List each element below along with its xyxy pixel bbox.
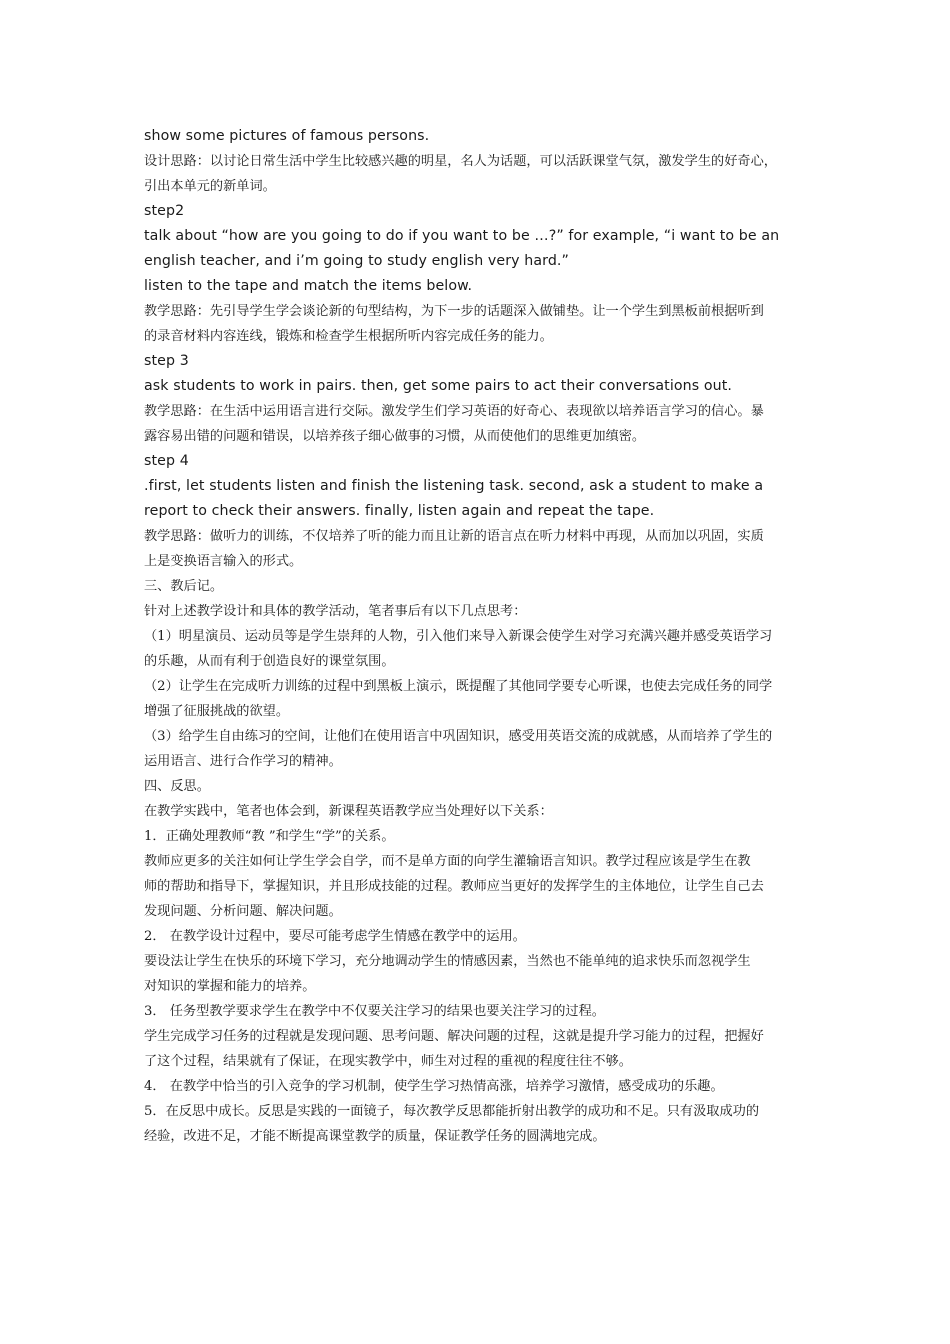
text-line: step 4 bbox=[144, 453, 189, 469]
text-line: 上是变换语言输入的形式。 bbox=[144, 554, 303, 569]
text-line: 发现问题、分析问题、解决问题。 bbox=[144, 904, 342, 919]
text-line: step2 bbox=[144, 203, 185, 219]
text-line: 5．在反思中成长。反思是实践的一面镜子，每次教学反思都能折射出教学的成功和不足。只有汲取成功的 bbox=[144, 1104, 760, 1119]
text-line: 教师应更多的关注如何让学生学会自学，而不是单方面的向学生灌输语言知识。教学过程应该是学生在教 bbox=[144, 854, 751, 869]
document-body bbox=[144, 124, 810, 1149]
text-line: 在教学实践中，笔者也体会到，新课程英语教学应当处理好以下关系： bbox=[144, 804, 553, 819]
text-line: step 3 bbox=[144, 353, 189, 369]
text-line: 设计思路：以讨论日常生活中学生比较感兴趣的明星，名人为话题，可以活跃课堂气氛，激发学生的好奇心， bbox=[144, 154, 777, 169]
text-line: 教学思路：在生活中运用语言进行交际。激发学生们学习英语的好奇心、表现欲以培养语言学习的信心。暴 bbox=[144, 404, 764, 419]
text-line: 2． 在教学设计过程中，要尽可能考虑学生情感在教学中的运用。 bbox=[144, 929, 526, 944]
text-line: （2）让学生在完成听力训练的过程中到黑板上演示，既提醒了其他同学要专心听课，也使去完成任务的同学 bbox=[144, 679, 773, 694]
text-line: 引出本单元的新单词。 bbox=[144, 179, 276, 194]
text-line: 增强了征服挑战的欲望。 bbox=[144, 704, 290, 719]
text-line: listen to the tape and match the items below. bbox=[144, 278, 473, 294]
text-line: 4． 在教学中恰当的引入竞争的学习机制，使学生学习热情高涨，培养学习激情，感受成功的乐趣。 bbox=[144, 1079, 724, 1094]
text-line: 教学思路：先引导学生学会谈论新的句型结构，为下一步的话题深入做铺垫。让一个学生到黑板前根据听到 bbox=[144, 304, 764, 319]
text-line: 经验，改进不足，才能不断提高课堂教学的质量，保证教学任务的圆满地完成。 bbox=[144, 1129, 606, 1144]
text-line: talk about “how are you going to do if you want to be …?” for example, “i want to be an bbox=[144, 228, 780, 244]
text-line: （3）给学生自由练习的空间，让他们在使用语言中巩固知识，感受用英语交流的成就感，从而培养了学生的 bbox=[144, 729, 773, 744]
text-line: 针对上述教学设计和具体的教学活动，笔者事后有以下几点思考： bbox=[144, 604, 527, 619]
text-line: 的录音材料内容连线，锻炼和检查学生根据所听内容完成任务的能力。 bbox=[144, 329, 553, 344]
text-line: 露容易出错的问题和错误，以培养孩子细心做事的习惯，从而使他们的思维更加缜密。 bbox=[144, 429, 646, 444]
text-line: english teacher, and i’m going to study english very hard.” bbox=[144, 253, 569, 269]
text-line: 3． 任务型教学要求学生在教学中不仅要关注学习的结果也要关注学习的过程。 bbox=[144, 1004, 605, 1019]
text-line: report to check their answers. finally, listen again and repeat the tape. bbox=[144, 503, 655, 519]
text-line: 的乐趣，从而有利于创造良好的课堂氛围。 bbox=[144, 654, 395, 669]
text-line: 了这个过程，结果就有了保证，在现实教学中，师生对过程的重视的程度往往不够。 bbox=[144, 1054, 632, 1069]
text-line: 三、教后记。 bbox=[144, 579, 224, 594]
text-line: show some pictures of famous persons. bbox=[144, 128, 430, 144]
text-line: 教学思路：做听力的训练，不仅培养了听的能力而且让新的语言点在听力材料中再现，从而加以巩固，实质 bbox=[144, 529, 764, 544]
text-line: ask students to work in pairs. then, get some pairs to act their conversations out. bbox=[144, 378, 733, 394]
text-line: 师的帮助和指导下，掌握知识，并且形成技能的过程。教师应当更好的发挥学生的主体地位，让学生自己去 bbox=[144, 879, 764, 894]
text-line: 学生完成学习任务的过程就是发现问题、思考问题、解决问题的过程，这就是提升学习能力的过程，把握好 bbox=[144, 1029, 764, 1044]
text-line: 对知识的掌握和能力的培养。 bbox=[144, 979, 316, 994]
text-line: 1．正确处理教师“教 ”和学生“学”的关系。 bbox=[144, 829, 395, 844]
text-line: 四、反思。 bbox=[144, 779, 210, 794]
text-line: 运用语言、进行合作学习的精神。 bbox=[144, 754, 342, 769]
text-line: （1）明星演员、运动员等是学生崇拜的人物，引入他们来导入新课会使学生对学习充满兴趣并感受英语学习 bbox=[144, 629, 773, 644]
text-line: .first, let students listen and finish the listening task. second, ask a student to make a bbox=[144, 478, 764, 494]
text-line: 要设法让学生在快乐的环境下学习，充分地调动学生的情感因素，当然也不能单纯的追求快乐而忽视学生 bbox=[144, 954, 751, 969]
